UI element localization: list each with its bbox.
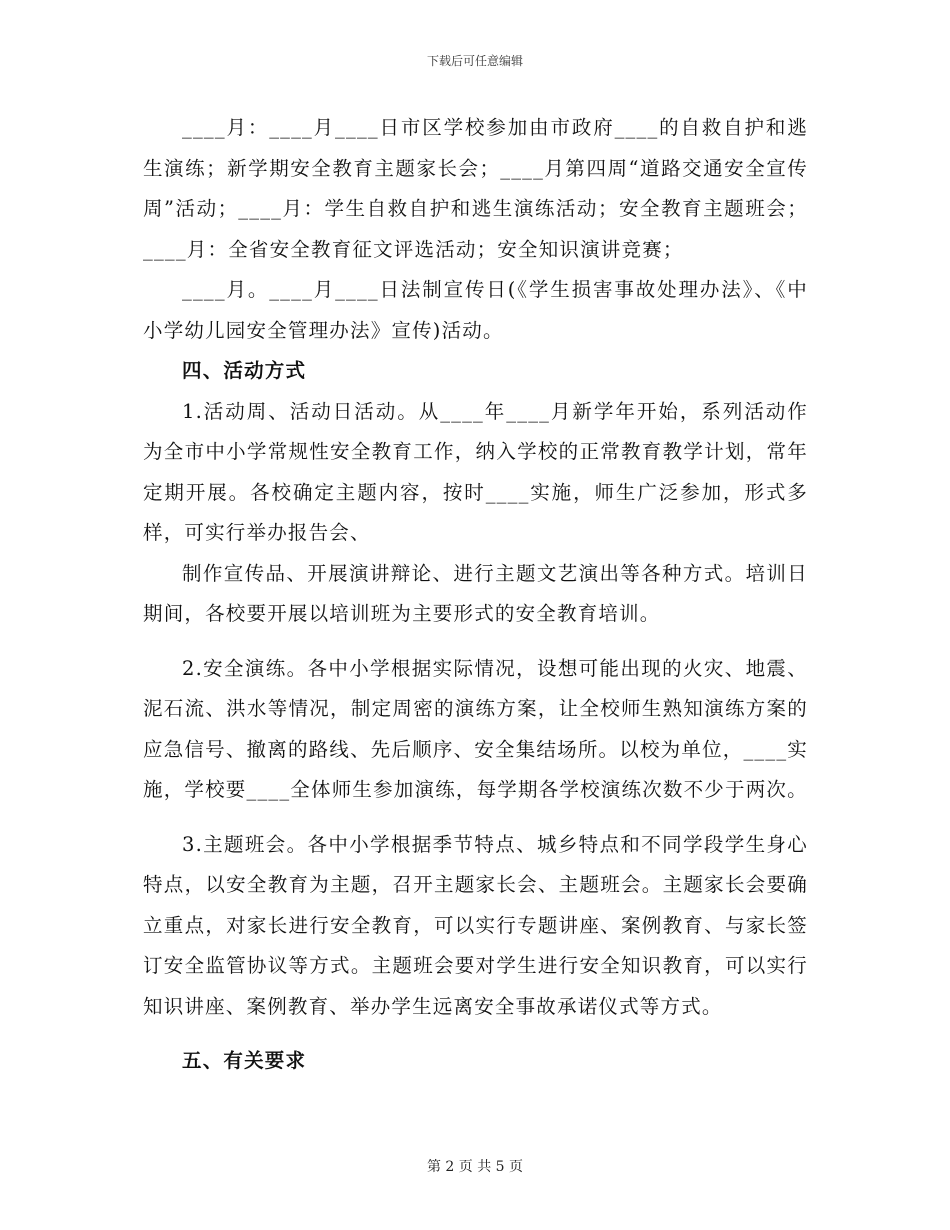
- item-1-paragraph: 1.活动周、活动日活动。从____年____月新学年开始，系列活动作为全市中小学常规性安全教育工作，纳入学校的正常教育教学计划，常年定期开展。各校确定主题内容，按时____实施，师生广泛参加，形式多样，可实行举办报告会、: [143, 399, 808, 544]
- page-footer: 第 2 页 共 5 页: [426, 1159, 524, 1175]
- page-header: 下载后可任意编辑: [426, 54, 523, 68]
- item-3-paragraph: 3.主题班会。各中小学根据季节特点、城乡特点和不同学段学生身心特点，以安全教育为主题，召开主题家长会、主题班会。主题家长会要确立重点，对家长进行安全教育，可以实行专题讲座、案例教育、与家长签订安全监管协议等方式。主题班会要对学生进行安全知识教育，可以实行知识讲座、案例教育、举办学生远离安全事故承诺仪式等方式。: [143, 832, 808, 1018]
- item-2-paragraph: 2.安全演练。各中小学根据实际情况，设想可能出现的火灾、地震、泥石流、洪水等情况，制定周密的演练方案，让全校师生熟知演练方案的应急信号、撤离的路线、先后顺序、安全集结场所。以校为单位，____实施，学校要____全体师生参加演练，每学期各学校演练次数不少于两次。: [143, 656, 808, 801]
- section-heading-activity-methods: 四、活动方式: [182, 359, 307, 382]
- schedule-paragraph-continued: ____月。____月____日法制宣传日(《学生损害事故处理办法》、《中小学幼儿园安全管理办法》宣传)活动。: [143, 278, 808, 342]
- section-heading-requirements: 五、有关要求: [182, 1049, 307, 1072]
- document-body: [143, 108, 808, 1082]
- item-1-continued-paragraph: 制作宣传品、开展演讲辩论、进行主题文艺演出等各种方式。培训日期间，各校要开展以培训班为主要形式的安全教育培训。: [143, 561, 808, 625]
- schedule-paragraph: ____月：____月____日市区学校参加由市政府____的自救自护和逃生演练；新学期安全教育主题家长会；____月第四周“道路交通安全宣传周”活动；____月：学生自救自护和逃生演练活动；安全教育主题班会；____月：全省安全教育征文评选活动；安全知识演讲竞赛；: [143, 116, 808, 261]
